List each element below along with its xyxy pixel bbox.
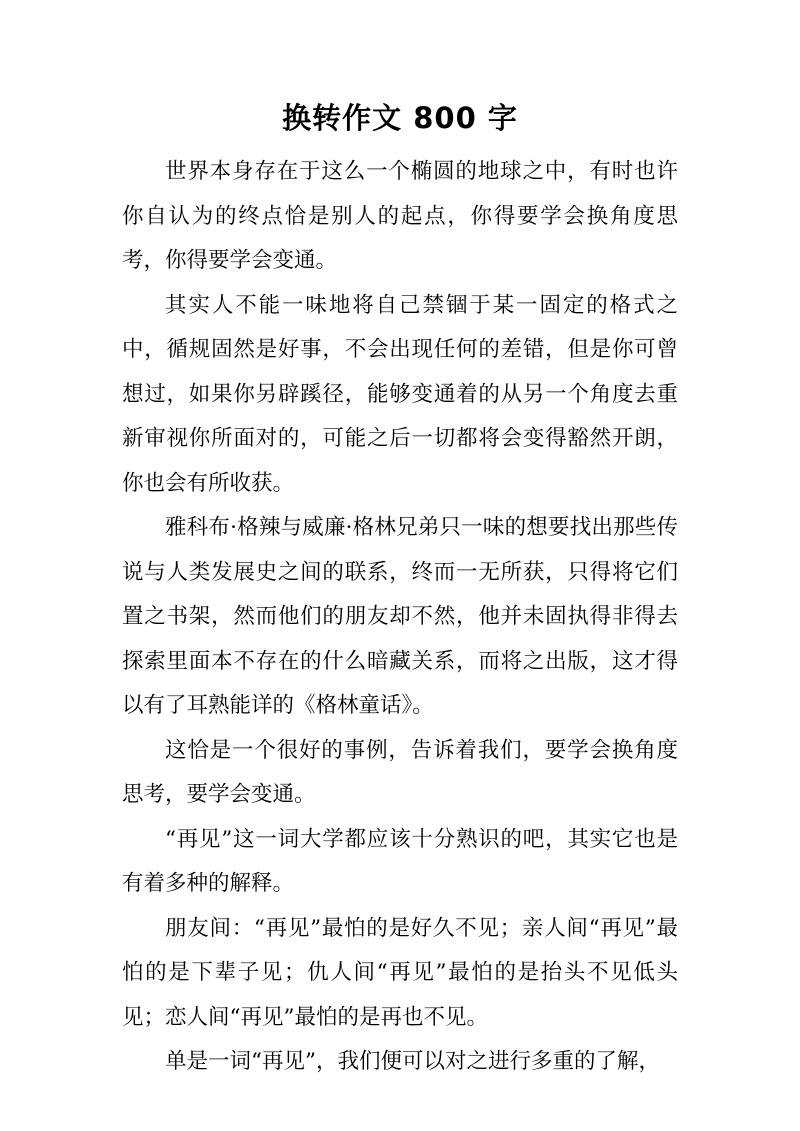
paragraph-4: 这恰是一个很好的事例，告诉着我们，要学会换角度思考，要学会变通。 [122, 737, 678, 807]
paragraph-2: 其实人不能一味地将自己禁锢于某一固定的格式之中，循规固然是好事，不会出现任何的差错，但是你可曾想过，如果你另辟蹊径，能够变通着的从另一个角度去重新审视你所面对的，可能之后一切都将会变得豁然开朗，你也会有所收获。 [122, 292, 678, 496]
paragraph-5: “再见”这一词大学都应该十分熟识的吧，其实它也是有着多种的解释。 [122, 826, 678, 896]
paragraph-3: 雅科布·格辣与威廉·格林兄弟只一味的想要找出那些传说与人类发展史之间的联系，终而一无所获，只得将它们置之书架，然而他们的朋友却不然，他并未固执得非得去探索里面本不存在的什么暗藏关系，而将之出版，这才得以有了耳熟能详的《格林童话》。 [122, 515, 678, 718]
document-title: 换转作文 800 字 [282, 101, 518, 135]
document-body [122, 150, 678, 1085]
paragraph-7: 单是一词“再见”，我们便可以对之进行多重的了解， [165, 1049, 660, 1074]
paragraph-1: 世界本身存在于这么一个椭圆的地球之中，有时也许你自认为的终点恰是别人的起点，你得要学会换角度思考，你得要学会变通。 [122, 159, 678, 273]
paragraph-6: 朋友间：“再见”最怕的是好久不见；亲人间“再见”最怕的是下辈子见；仇人间“再见”最怕的是抬头不见低头见；恋人间“再见”最怕的是再也不见。 [122, 915, 678, 1030]
